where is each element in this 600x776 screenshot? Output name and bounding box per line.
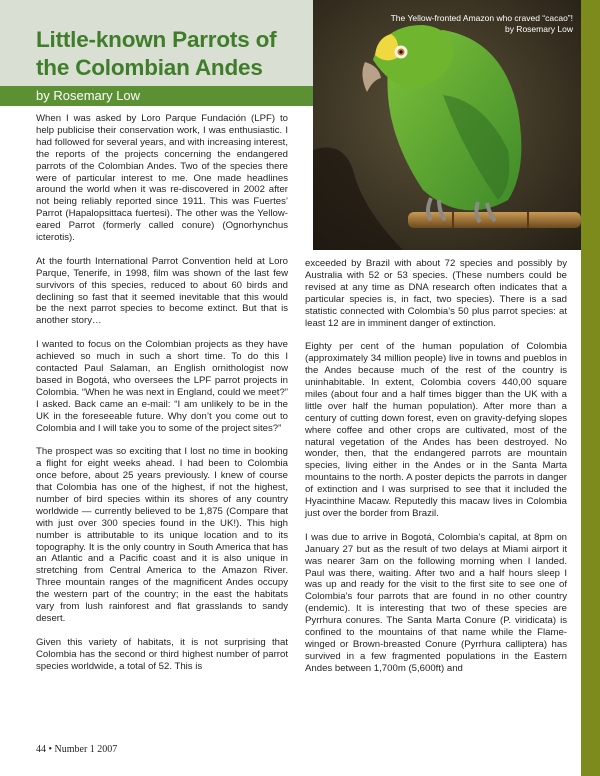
paragraph: Given this variety of habitats, it is not surprising that Colombia has the second or third highest number of parrot species worldwide, a total of 52. This is: [36, 636, 288, 672]
amazon-parrot-illustration: [313, 0, 581, 250]
article-title: Little-known Parrots of the Colombian Andes: [36, 27, 277, 80]
caption-text: The Yellow-fronted Amazon who craved “cacao”!: [390, 13, 573, 23]
paragraph: The prospect was so exciting that I lost no time in booking a flight for eight weeks ahead. I had been to Colombia once before, about 25 years previously. I knew of course that Colombia has one of the highest, if not the highest, number of bird species within its shores of any country worldwide — currently believed to be 1,875 (Compare that with just over 300 species found in the UK!). This high number is attributable to its unique location and to its topography. It is the only country in South America that has an Atlantic and a Pacific coast and it is also unique in stretching from Central America to the Amazon River. Three mountain ranges of the magnificent Andes occupy the western part of the country; in the east the habitats vary from lush rainforest and flat grasslands to sandy desert.: [36, 446, 288, 625]
paragraph: I wanted to focus on the Colombian projects as they have achieved so much in such a short time. To do this I contacted Paul Salaman, an English ornithologist now based in Bogotá, who oversees the LPF parrot projects in Colombia. “When he was next in England, could we meet?” I asked. Back came an e-mail: “I am unlikely to be in the UK in the foreseeable future. Why don’t you come out to Colombia and I will take you to some of the project sites?”: [36, 339, 288, 434]
paragraph: At the fourth International Parrot Convention held at Loro Parque, Tenerife, in 1998, film was shown of the last few survivors of this species, reduced to about 60 birds and declining so fast that it seemed inevitable that this would be the next parrot species to become extinct. But that is another story…: [36, 255, 288, 327]
body-column-right: [305, 258, 567, 687]
paragraph: exceeded by Brazil with about 72 species and possibly by Australia with 52 or 53 species. (These numbers could be revised at any time as DNA research often indicates that a particular species is, in fact, two species). There is a sad statistic connected with Colombia’s 50 plus parrot species: at least 12 are in imminent danger of extinction.: [305, 258, 567, 329]
caption-credit: by Rosemary Low: [504, 24, 573, 34]
paragraph: When I was asked by Loro Parque Fundación (LPF) to help publicise their conservation work, I was enthusiastic. I had followed for several years, and with increasing interest, the reports of the projects concerning the endangered parrots of the Colombian Andes. Two of the species there were of particular interest to me. One made headlines around the world when it was re-discovered in 2002 after not being reliably reported since 1911. This was Fuertes’ Parrot (Hapalopsittaca fuertesi). The other was the Yellow-eared Parrot (formerly called conure) (Ognorhynchus icterotis).: [36, 113, 288, 244]
paragraph: Eighty per cent of the human population of Colombia (approximately 34 million people) live in towns and pueblos in the Andes because much of the rest of the country is uninhabitable. In extent, Colombia covers 440,00 square miles (about four and a half times bigger than the UK with a little over half the human population). After more than a century of cutting down forest, even on gravity-defying slopes where coffee and other crops are cultivated, most of the natural vegetation of the Andes has been destroyed. No wonder, then, that the endangered parrots are mountain species, living either in the Andes or in the Santa Marta mountains to the north. A poster depicts the parrots in danger of extinction and I was surprised to see that it included the Hyacinthine Macaw. Reputedly this macaw lives in Colombia just over the border from Brazil.: [305, 341, 567, 520]
photo-caption: [391, 13, 573, 35]
decorative-side-strip: [581, 0, 600, 776]
page-folio: 44 • Number 1 2007: [36, 744, 118, 755]
paragraph: I was due to arrive in Bogotá, Colombia’s capital, at 8pm on January 27 but as the result of two delays at Miami airport it was nearer 3am on the following morning when I landed. Paul was there, waiting. After two and a half hours sleep I was up and ready for the visit to the first site to see one of Colombia’s four parrots that are found in no other country (endemic). It is interesting that two of these species are Pyrrhura conures. The Santa Marta Conure (P. viridicata) is confined to the mountains of that name while the Flame-winged or Brown-breasted Conure (Pyrrhura calliptera) has survived in a few fragmented populations in the Eastern Andes between 1,700m (5,600ft) and: [305, 531, 567, 674]
article-byline: by Rosemary Low: [36, 88, 141, 103]
body-column-left: [36, 113, 288, 684]
parrot-photo: [313, 0, 581, 250]
